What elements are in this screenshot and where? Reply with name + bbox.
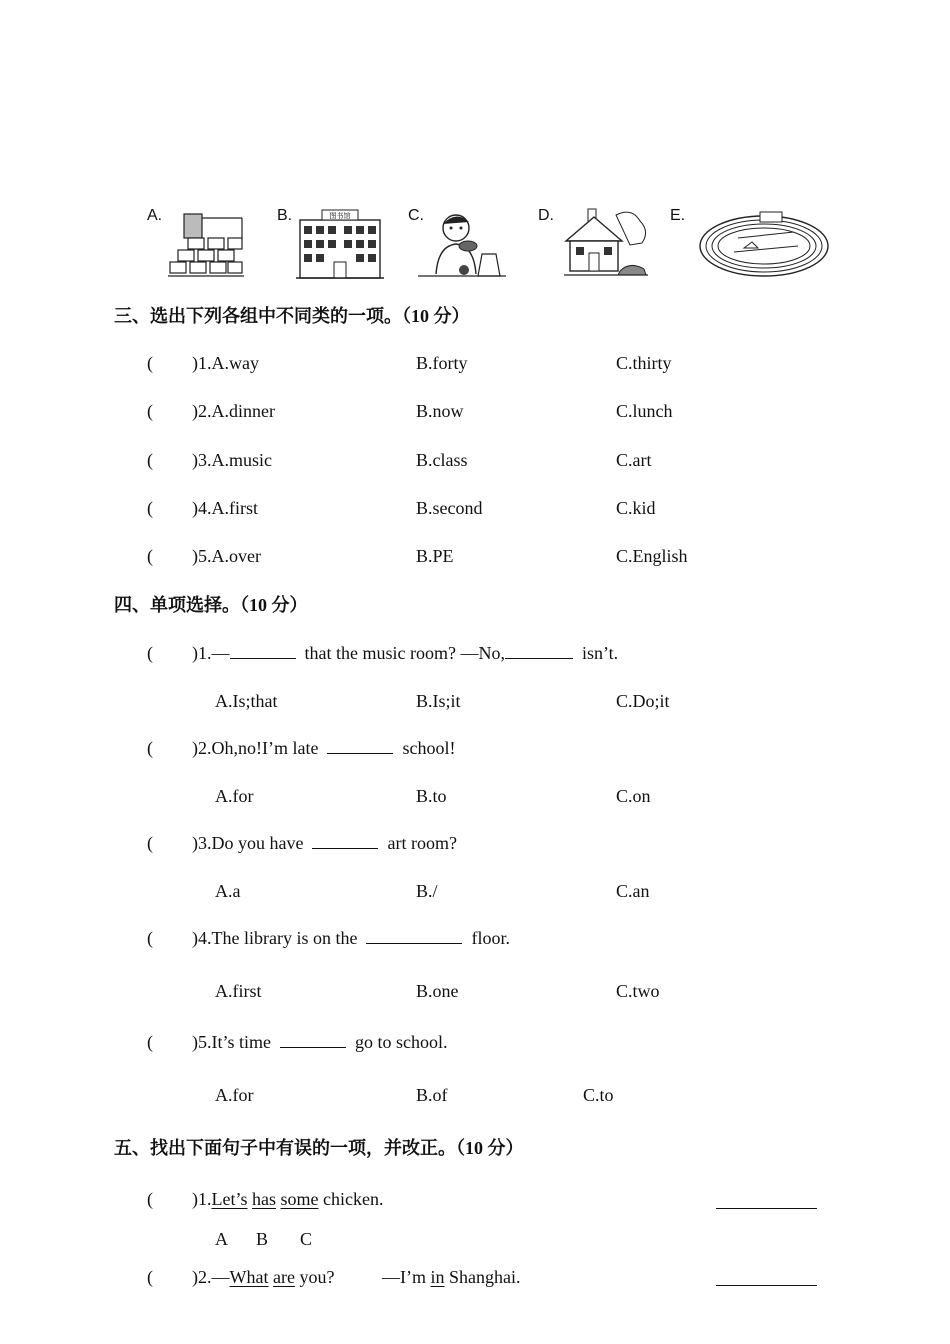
- picture-c-label: C.: [408, 207, 424, 224]
- label-a: A: [215, 1229, 228, 1249]
- computer-room-icon: [166, 210, 246, 278]
- picture-a-label: A.: [147, 207, 163, 224]
- library-sign: 图书馆: [329, 212, 351, 220]
- question-text: [192, 1031, 448, 1053]
- item-option-c: C.thirty: [616, 353, 672, 373]
- option-c: C.Do;it: [616, 691, 670, 711]
- question-number: )1.: [192, 1189, 212, 1209]
- question-text: [192, 832, 457, 854]
- item-option-b: B.class: [416, 450, 468, 470]
- underlined-word-c: some: [280, 1189, 319, 1209]
- item-option-b: B.now: [416, 401, 464, 421]
- answer-paren[interactable]: (: [147, 353, 153, 373]
- sentence-part: —I’m: [382, 1267, 426, 1287]
- sentence-text: [192, 1188, 383, 1210]
- option-b: B./: [416, 881, 438, 901]
- question-part: )2.Oh,no!I’m late: [192, 738, 319, 758]
- label-b: B: [256, 1229, 269, 1249]
- answer-paren[interactable]: (: [147, 1267, 153, 1287]
- question-part: go to school.: [355, 1032, 448, 1052]
- item-option-a: )4.A.first: [192, 498, 258, 518]
- boy-eating-lunch-icon: [416, 206, 508, 280]
- answer-paren[interactable]: (: [147, 1032, 153, 1052]
- option-a: A.Is;that: [215, 691, 278, 711]
- fill-blank[interactable]: [366, 927, 462, 944]
- option-a: A.for: [215, 1085, 254, 1105]
- question-text: [192, 737, 455, 759]
- option-b: B.Is;it: [416, 691, 461, 711]
- underlined-word-b: has: [252, 1189, 276, 1209]
- answer-paren[interactable]: (: [147, 450, 153, 470]
- question-part: floor.: [471, 928, 510, 948]
- item-option-c: C.lunch: [616, 401, 673, 421]
- question-number: )2.—: [192, 1267, 230, 1287]
- section3-title: 三、选出下列各组中不同类的一项。（10 分）: [114, 306, 470, 326]
- question-part: )1.—: [192, 643, 230, 663]
- question-part: )4.The library is on the: [192, 928, 358, 948]
- question-text: [192, 642, 618, 664]
- item-option-a: )1.A.way: [192, 353, 259, 373]
- sentence-part: you?: [299, 1267, 335, 1287]
- question-part: art room?: [387, 833, 457, 853]
- option-a: A.for: [215, 786, 254, 806]
- item-option-c: C.kid: [616, 498, 656, 518]
- answer-paren[interactable]: (: [147, 833, 153, 853]
- section4-title: 四、单项选择。（10 分）: [114, 595, 308, 615]
- option-c: C.an: [616, 881, 650, 901]
- answer-paren[interactable]: (: [147, 738, 153, 758]
- question-part: )3.Do you have: [192, 833, 304, 853]
- picture-e-label: E.: [670, 207, 686, 224]
- option-b: B.one: [416, 981, 459, 1001]
- answer-paren[interactable]: (: [147, 546, 153, 566]
- sentence-text-reply: [382, 1266, 521, 1288]
- underlined-word-a: What: [229, 1267, 269, 1287]
- option-b: B.of: [416, 1085, 448, 1105]
- item-option-a: )5.A.over: [192, 546, 261, 566]
- item-option-c: C.art: [616, 450, 652, 470]
- item-option-c: C.English: [616, 546, 688, 566]
- answer-paren[interactable]: (: [147, 643, 153, 663]
- option-c: C.two: [616, 981, 660, 1001]
- item-option-b: B.second: [416, 498, 483, 518]
- question-part: that the music room? —No,: [304, 643, 505, 663]
- underlined-word-c: in: [430, 1267, 445, 1287]
- correction-line[interactable]: [716, 1285, 817, 1286]
- section5-title: 五、找出下面句子中有误的一项，并改正。（10 分）: [114, 1138, 524, 1158]
- question-text: [192, 927, 510, 949]
- underlined-word-a: Let’s: [211, 1189, 248, 1209]
- item-option-a: )2.A.dinner: [192, 401, 275, 421]
- picture-b-label: B.: [277, 207, 293, 224]
- sentence-rest: Shanghai.: [449, 1267, 521, 1287]
- fill-blank[interactable]: [280, 1031, 346, 1048]
- sentence-text: [192, 1266, 334, 1288]
- item-option-b: B.forty: [416, 353, 468, 373]
- item-option-a: )3.A.music: [192, 450, 272, 470]
- option-a: A.first: [215, 981, 262, 1001]
- answer-paren[interactable]: (: [147, 928, 153, 948]
- fill-blank[interactable]: [327, 737, 393, 754]
- correction-line[interactable]: [716, 1208, 817, 1209]
- answer-paren[interactable]: (: [147, 498, 153, 518]
- option-a: A.a: [215, 881, 241, 901]
- label-c: C: [300, 1229, 313, 1249]
- playground-track-icon: [698, 206, 830, 280]
- library-building-icon: [296, 208, 384, 280]
- option-c: C.on: [616, 786, 651, 806]
- fill-blank[interactable]: [505, 642, 573, 659]
- house-icon: [560, 205, 650, 280]
- question-part: school!: [402, 738, 456, 758]
- fill-blank[interactable]: [230, 642, 296, 659]
- question-part: )5.It’s time: [192, 1032, 271, 1052]
- option-b: B.to: [416, 786, 447, 806]
- picture-d-label: D.: [538, 207, 554, 224]
- option-c: C.to: [583, 1085, 614, 1105]
- answer-paren[interactable]: (: [147, 1189, 153, 1209]
- sentence-rest: chicken.: [323, 1189, 384, 1209]
- underlined-word-b: are: [272, 1267, 295, 1287]
- answer-paren[interactable]: (: [147, 401, 153, 421]
- question-part: isn’t.: [581, 643, 619, 663]
- item-option-b: B.PE: [416, 546, 454, 566]
- fill-blank[interactable]: [312, 832, 378, 849]
